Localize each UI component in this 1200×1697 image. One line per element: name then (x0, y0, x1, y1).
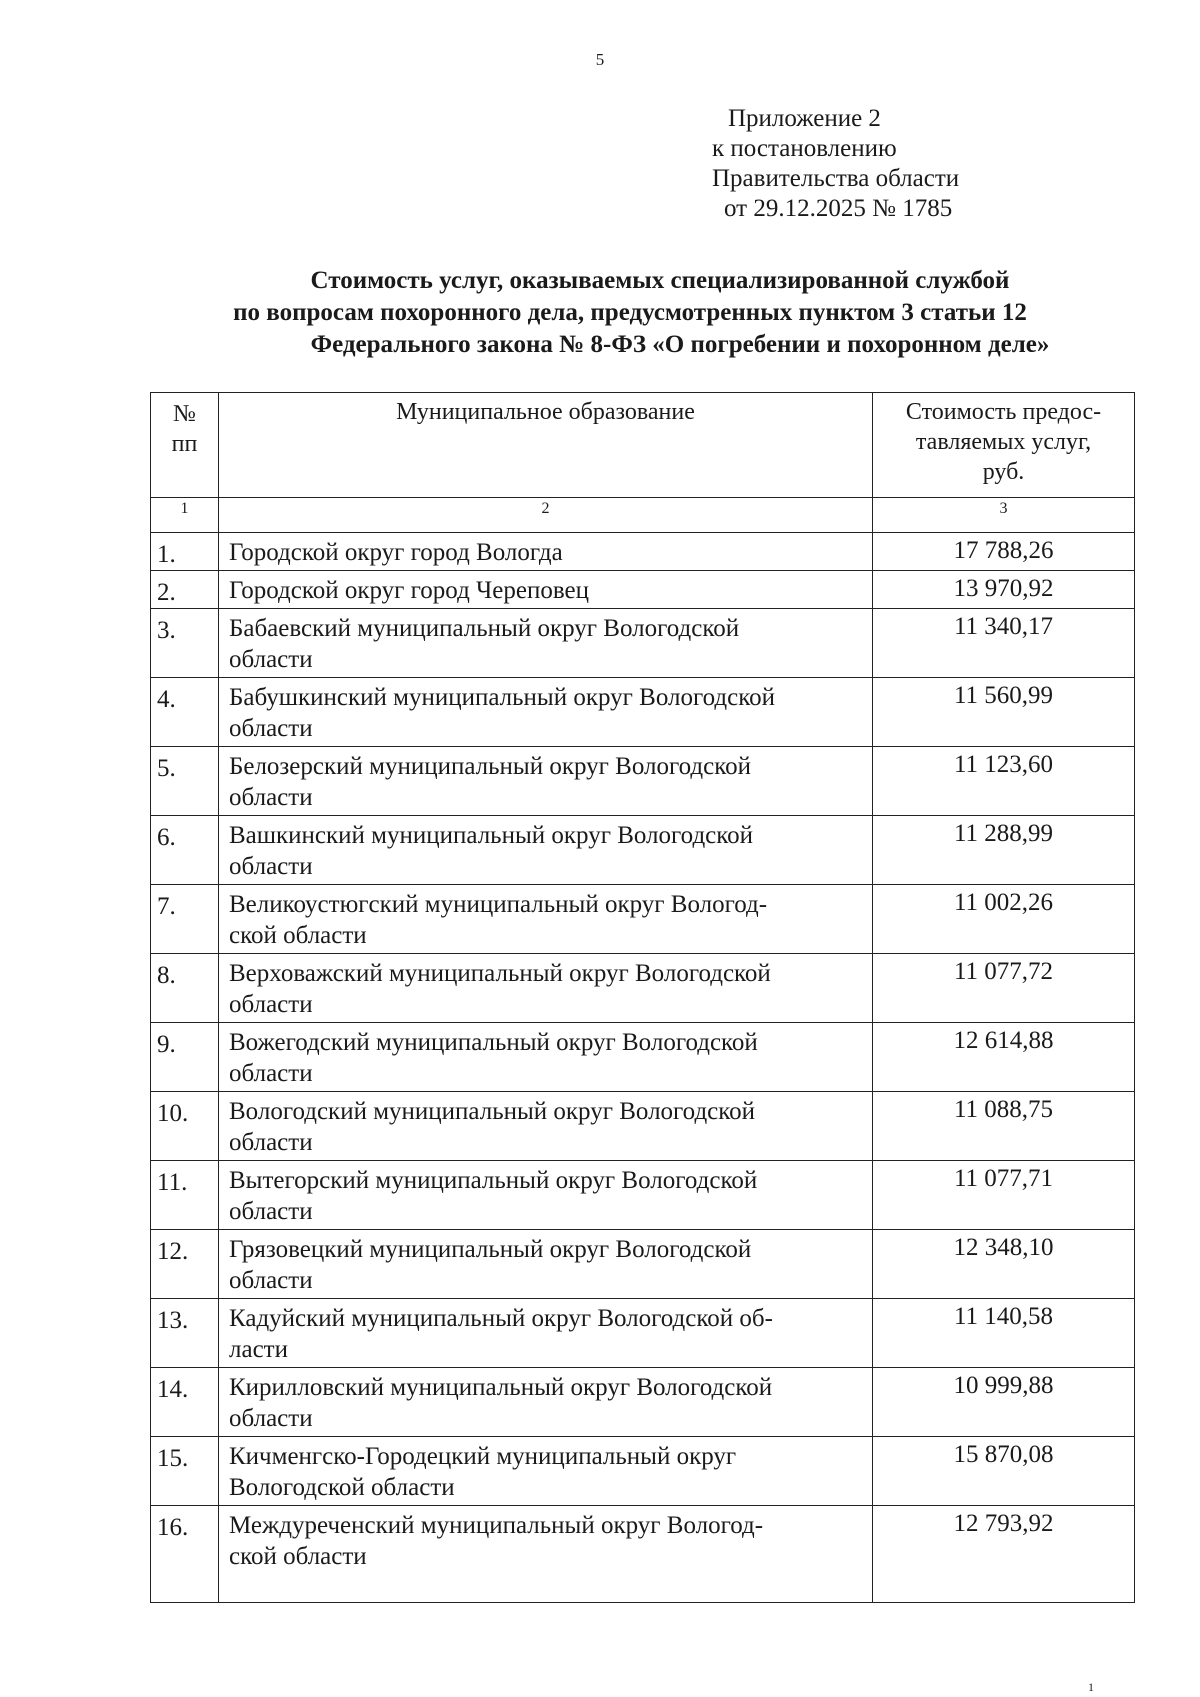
table-row (151, 1023, 1135, 1092)
row-municipality (219, 1230, 873, 1299)
row-cost: 12 793,92 (873, 1506, 1135, 1603)
row-municipality-line-1: Грязовецкий муниципальный округ Вологодской (229, 1236, 752, 1263)
row-municipality (219, 747, 873, 816)
row-municipality-line-1: Вологодский муниципальный округ Вологодской (229, 1098, 756, 1125)
row-cost: 11 288,99 (873, 816, 1135, 885)
row-number: 15. (151, 1437, 219, 1506)
row-municipality-line-1: Кадуйский муниципальный округ Вологодской об- (229, 1305, 773, 1332)
row-municipality (219, 816, 873, 885)
row-municipality-line-1: Вытегорский муниципальный округ Вологодской (229, 1167, 758, 1194)
row-municipality-line-2: области (229, 784, 313, 811)
table-row (151, 571, 1135, 609)
row-municipality-line-1: Вожегодский муниципальный округ Вологодской (229, 1029, 758, 1056)
title-line-1: Стоимость услуг, оказываемых специализированной службой (310, 267, 1010, 294)
row-cost: 15 870,08 (873, 1437, 1135, 1506)
row-number: 13. (151, 1299, 219, 1368)
row-cost: 11 088,75 (873, 1092, 1135, 1161)
table-row (151, 1161, 1135, 1230)
row-cost: 12 614,88 (873, 1023, 1135, 1092)
column-index-1: 1 (151, 498, 219, 533)
row-number: 10. (151, 1092, 219, 1161)
row-municipality (219, 954, 873, 1023)
table-row (151, 816, 1135, 885)
row-number: 1. (151, 533, 219, 571)
row-municipality (219, 1299, 873, 1368)
column-index-3: 3 (873, 498, 1135, 533)
row-municipality (219, 609, 873, 678)
page-number: 5 (595, 50, 605, 69)
table-row (151, 1506, 1135, 1603)
table-row (151, 1092, 1135, 1161)
row-municipality (219, 1023, 873, 1092)
row-number: 5. (151, 747, 219, 816)
row-municipality-line-2: ласти (229, 1336, 288, 1363)
row-municipality-line-2: ской области (229, 922, 367, 949)
row-number: 14. (151, 1368, 219, 1437)
row-number: 6. (151, 816, 219, 885)
row-municipality (219, 1161, 873, 1230)
appendix-line-1: Приложение 2 (728, 105, 881, 132)
table-row (151, 609, 1135, 678)
row-municipality-line-2: Вологодской области (229, 1474, 455, 1501)
row-municipality (219, 1437, 873, 1506)
row-cost: 11 123,60 (873, 747, 1135, 816)
row-municipality (219, 678, 873, 747)
table-row (151, 747, 1135, 816)
row-municipality-line-2: области (229, 1129, 313, 1156)
row-municipality-line-2: ской области (229, 1543, 367, 1570)
document-title (150, 265, 1110, 361)
row-number: 2. (151, 571, 219, 609)
row-cost: 12 348,10 (873, 1230, 1135, 1299)
table-row (151, 1299, 1135, 1368)
row-number: 16. (151, 1506, 219, 1603)
row-municipality-line-2: области (229, 1198, 313, 1225)
header-number-line-1: № (173, 401, 196, 427)
row-cost: 11 002,26 (873, 885, 1135, 954)
table-row (151, 533, 1135, 571)
table-row (151, 954, 1135, 1023)
corner-mark: 1 (1088, 1680, 1094, 1694)
header-cost-line-1: Стоимость предос- (905, 399, 1102, 425)
row-municipality-line-2: области (229, 853, 313, 880)
row-municipality (219, 885, 873, 954)
appendix-line-3: Правительства области (712, 165, 960, 192)
row-municipality (219, 1368, 873, 1437)
row-municipality: Городской округ город Вологда (219, 533, 873, 571)
column-index-2: 2 (219, 498, 873, 533)
row-municipality (219, 1092, 873, 1161)
row-municipality-line-2: области (229, 1405, 313, 1432)
row-number: 8. (151, 954, 219, 1023)
column-index-row (151, 498, 1135, 533)
row-municipality: Городской округ город Череповец (219, 571, 873, 609)
title-line-3: Федерального закона № 8-ФЗ «О погребении и похоронном деле» (310, 331, 1050, 358)
appendix-line-2: к постановлению (712, 135, 897, 162)
row-municipality-line-1: Вашкинский муниципальный округ Вологодской (229, 822, 754, 849)
row-number: 12. (151, 1230, 219, 1299)
table-row (151, 885, 1135, 954)
appendix-line-4: от 29.12.2025 № 1785 (724, 195, 953, 222)
table-row (151, 1230, 1135, 1299)
row-municipality-line-1: Междуреченский муниципальный округ Вологод- (229, 1512, 764, 1539)
row-cost: 11 077,72 (873, 954, 1135, 1023)
appendix-block (712, 104, 959, 224)
header-cost-line-2: тавляемых услуг, (915, 429, 1092, 455)
table-row (151, 1437, 1135, 1506)
row-municipality-line-1: Кирилловский муниципальный округ Вологодской (229, 1374, 773, 1401)
row-number: 3. (151, 609, 219, 678)
header-number-line-2: пп (171, 431, 198, 457)
row-municipality-line-2: области (229, 991, 313, 1018)
row-number: 7. (151, 885, 219, 954)
row-municipality-line-1: Великоустюгский муниципальный округ Вологод- (229, 891, 768, 918)
row-cost: 11 340,17 (873, 609, 1135, 678)
row-municipality-line-2: области (229, 646, 313, 673)
row-municipality-line-1: Верховажский муниципальный округ Вологодской (229, 960, 771, 987)
title-line-2: по вопросам похоронного дела, предусмотренных пунктом 3 статьи 12 (233, 299, 1027, 326)
row-cost: 17 788,26 (873, 533, 1135, 571)
row-municipality-line-2: области (229, 715, 313, 742)
row-municipality-line-1: Бабушкинский муниципальный округ Вологодской (229, 684, 775, 711)
header-cost-line-3: руб. (982, 459, 1025, 485)
row-municipality-line-1: Белозерский муниципальный округ Вологодской (229, 753, 751, 780)
row-cost: 13 970,92 (873, 571, 1135, 609)
row-municipality-line-1: Бабаевский муниципальный округ Вологодской (229, 615, 740, 642)
table-row (151, 678, 1135, 747)
row-cost: 10 999,88 (873, 1368, 1135, 1437)
row-municipality-line-1: Кичменгско-Городецкий муниципальный округ (229, 1443, 737, 1470)
header-municipality: Муниципальное образование (219, 393, 873, 498)
row-municipality-line-2: области (229, 1060, 313, 1087)
row-cost: 11 560,99 (873, 678, 1135, 747)
header-cost (873, 393, 1135, 498)
row-number: 4. (151, 678, 219, 747)
table-header-row (151, 393, 1135, 498)
row-municipality (219, 1506, 873, 1603)
row-municipality-line-2: области (229, 1267, 313, 1294)
row-cost: 11 077,71 (873, 1161, 1135, 1230)
header-number (151, 393, 219, 498)
row-cost: 11 140,58 (873, 1299, 1135, 1368)
row-number: 11. (151, 1161, 219, 1230)
table-row (151, 1368, 1135, 1437)
row-number: 9. (151, 1023, 219, 1092)
services-cost-table (150, 392, 1135, 1603)
